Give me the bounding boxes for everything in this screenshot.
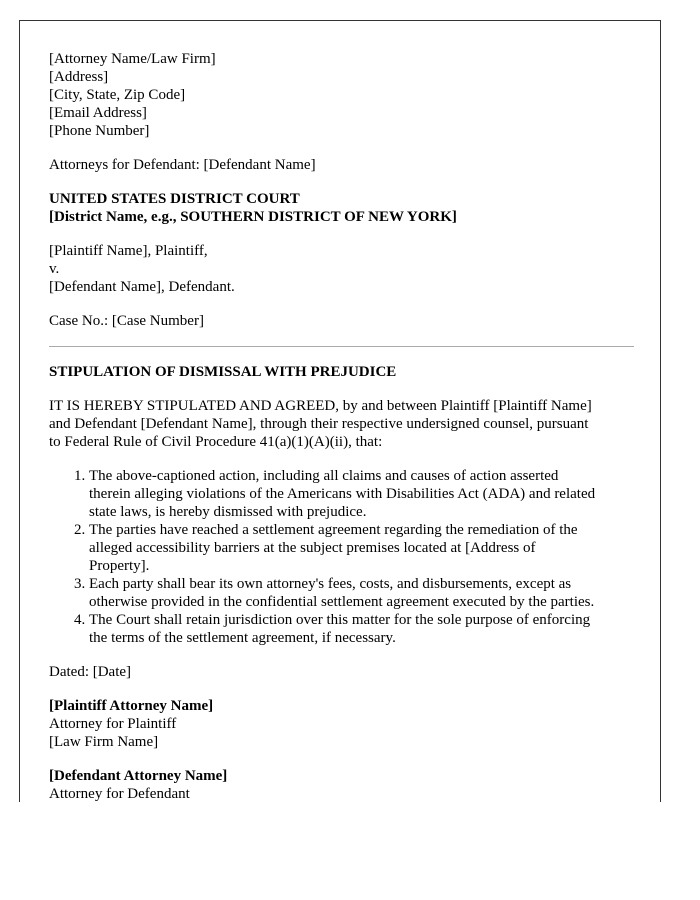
court-caption: [49, 190, 634, 226]
dated-block: [49, 663, 634, 681]
term-line: state laws, is hereby dismissed with prejudice.: [89, 504, 367, 520]
document-page: [19, 20, 661, 802]
plaintiff-law-firm: [Law Firm Name]: [49, 734, 159, 750]
attorney-email: [Email Address]: [49, 105, 147, 121]
attorney-header: [49, 50, 634, 140]
parties-caption: [49, 242, 634, 296]
term-line: 1. The above-captioned action, including all claims and causes of action asserted: [89, 468, 559, 484]
versus-text: v.: [49, 261, 60, 277]
defendant-attorney-role: Attorney for Defendant: [49, 786, 190, 802]
defendant-party: [Defendant Name], Defendant.: [49, 279, 235, 295]
term-line: otherwise provided in the confidential settlement agreement executed by the parties.: [89, 594, 595, 610]
term-line: 3. Each party shall bear its own attorney's fees, costs, and disbursements, except as: [89, 576, 572, 592]
dated-line: Dated: [Date]: [49, 664, 132, 680]
term-line: 4. The Court shall retain jurisdiction over this matter for the sole purpose of enforcing: [89, 612, 591, 628]
plaintiff-attorney-name: [Plaintiff Attorney Name]: [49, 698, 214, 714]
attorneys-for-defendant: Attorneys for Defendant: [Defendant Name]: [49, 157, 316, 173]
term-line: Property].: [89, 558, 150, 574]
document-content: [49, 50, 634, 802]
defendant-signature-block: [49, 767, 634, 802]
term-item: [89, 521, 634, 575]
term-line: alleged accessibility barriers at the subject premises located at [Address of: [89, 540, 536, 556]
term-line: 2. The parties have reached a settlement agreement regarding the remediation of the: [89, 522, 578, 538]
stipulation-terms: [49, 467, 634, 647]
document-title: STIPULATION OF DISMISSAL WITH PREJUDICE: [49, 364, 397, 380]
term-line: therein alleging violations of the Americans with Disabilities Act (ADA) and related: [89, 486, 596, 502]
case-number: Case No.: [Case Number]: [49, 313, 204, 329]
attorney-name: [Attorney Name/Law Firm]: [49, 51, 216, 67]
attorney-city-state-zip: [City, State, Zip Code]: [49, 87, 186, 103]
plaintiff-party: [Plaintiff Name], Plaintiff,: [49, 243, 208, 259]
court-name: UNITED STATES DISTRICT COURT: [49, 191, 300, 207]
plaintiff-signature-block: [49, 697, 634, 751]
term-item: [89, 467, 634, 521]
court-district: [District Name, e.g., SOUTHERN DISTRICT OF NEW YORK]: [49, 209, 457, 225]
attorneys-for-line: [49, 156, 634, 174]
intro-line: and Defendant [Defendant Name], through their respective undersigned counsel, pursuant: [49, 416, 589, 432]
defendant-attorney-name: [Defendant Attorney Name]: [49, 768, 228, 784]
attorney-phone: [Phone Number]: [49, 123, 150, 139]
case-number-block: [49, 312, 634, 330]
intro-line: IT IS HEREBY STIPULATED AND AGREED, by and between Plaintiff [Plaintiff Name]: [49, 398, 592, 414]
term-line: the terms of the settlement agreement, if necessary.: [89, 630, 396, 646]
term-item: [89, 611, 634, 647]
plaintiff-attorney-role: Attorney for Plaintiff: [49, 716, 177, 732]
intro-line: to Federal Rule of Civil Procedure 41(a)(1)(A)(ii), that:: [49, 434, 383, 450]
term-item: [89, 575, 634, 611]
section-divider: [49, 346, 634, 347]
attorney-address: [Address]: [49, 69, 109, 85]
intro-paragraph: [49, 397, 634, 451]
